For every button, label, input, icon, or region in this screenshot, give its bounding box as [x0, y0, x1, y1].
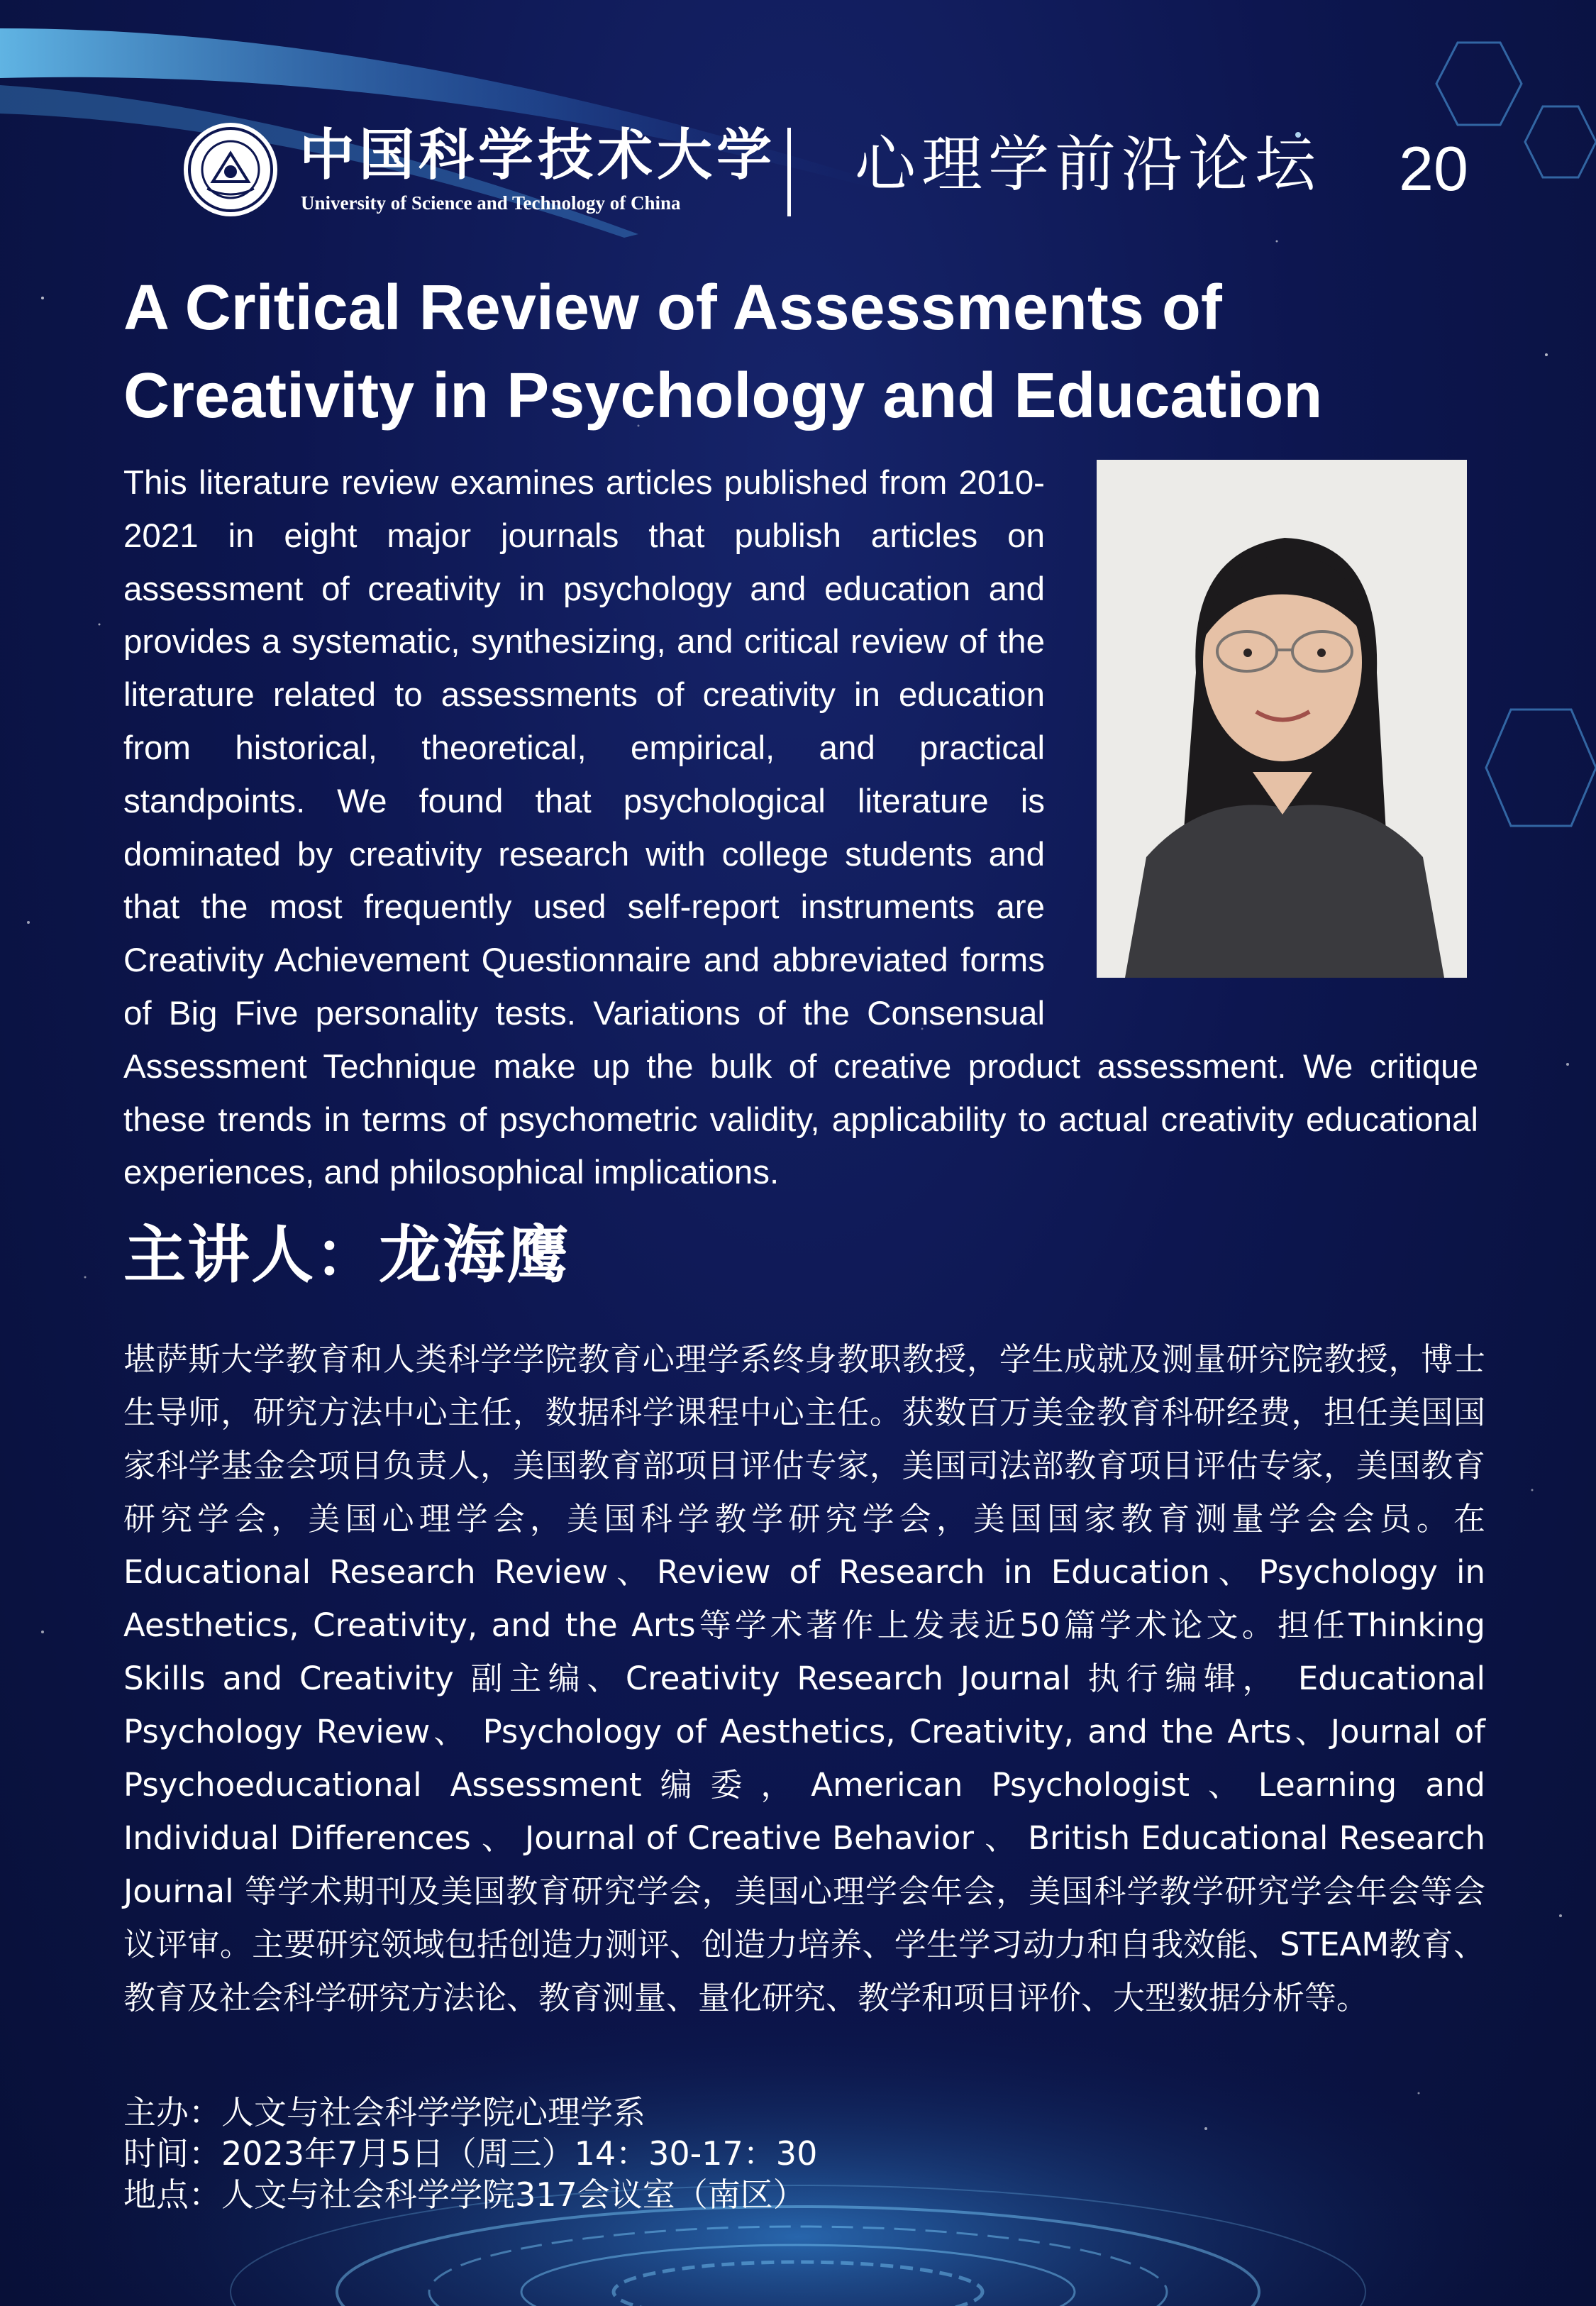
speaker-bio: 堪萨斯大学教育和人类科学学院教育心理学系终身教职教授，学生成就及测量研究院教授，博士生导师，研究方法中心主任，数据科学课程中心主任。获数百万美金教育科研经费，担任美国国家科学基金会项目负责人，美国教育部项目评估专家，美国司法部教育项目评估专家，美国教育研究学会，美国心理学会，美国科学教学研究学会，美国国家教育测量学会会员。在Educational Research Review、Review of Research in Education、Psychology in Aesthetics, Creativity, and the Arts等学术著作上发表近50篇学术论文。担任Thinking Skills and Creativity 副主编、Creativity Research Journal 执行编辑， Educational Psychology Review、 Psychology of Aesthetics, Creativity, and the Arts、Journal of Psychoeducational Assessment编委，American Psychologist、Learning and Individual Differences 、 Journal of Creative Behavior 、 British Educational Research Journal 等学术期刊及美国教育研究学会，美国心理学会年会，美国科学教学研究学会年会等会议评审。主要研究领域包括创造力测评、创造力培养、学生学习动力和自我效能、STEAM教育、教育及社会科学研究方法论、教育测量、量化研究、教学和项目评价、大型数据分析等。 [123, 1340, 1485, 2017]
photo-spacer [1085, 457, 1478, 988]
forum-title: 心理学前沿论坛 [855, 129, 1321, 200]
university-name-en: University of Science and Technology of China [301, 192, 681, 214]
event-info [123, 2092, 1471, 2215]
forum-number: 20 [1399, 133, 1468, 204]
talk-title: A Critical Review of Assessments of Creativity in Psychology and Education [123, 272, 1323, 431]
talk-abstract [123, 457, 1478, 1200]
university-name-cn: 中国科学技术大学 [299, 123, 777, 187]
event-location: 地点：人文与社会科学学院317会议室（南区） [123, 2175, 806, 2214]
speaker-heading: 主讲人：龙海鹰 [123, 1218, 571, 1291]
abstract-text: This literature review examines articles published from 2010-2021 in eight major journals that publish articles on assessment of creativity in psychology and education and provides a systematic, synthesizing, and critical review of the literature related to assessments of creativity in education from historical, theoretical, empirical, and practical standpoints. We found that psychological literature is dominated by creativity research with college students and that the most frequently used self-report instruments are Creativity Achievement Questionnaire and abbreviated forms of Big Five personality tests. Variations of the Consensual Assessment Technique make up the bulk of creative product assessment. We critique these trends in terms of psychometric validity, applicability to actual creativity educational experiences, and philosophical implications. [123, 464, 1478, 1192]
header-divider [787, 128, 791, 216]
event-time: 时间：2023年7月5日（周三）14：30-17：30 [123, 2134, 818, 2173]
header [0, 114, 1596, 227]
event-host: 主办：人文与社会科学学院心理学系 [123, 2093, 645, 2131]
university-emblem-icon [182, 121, 279, 219]
